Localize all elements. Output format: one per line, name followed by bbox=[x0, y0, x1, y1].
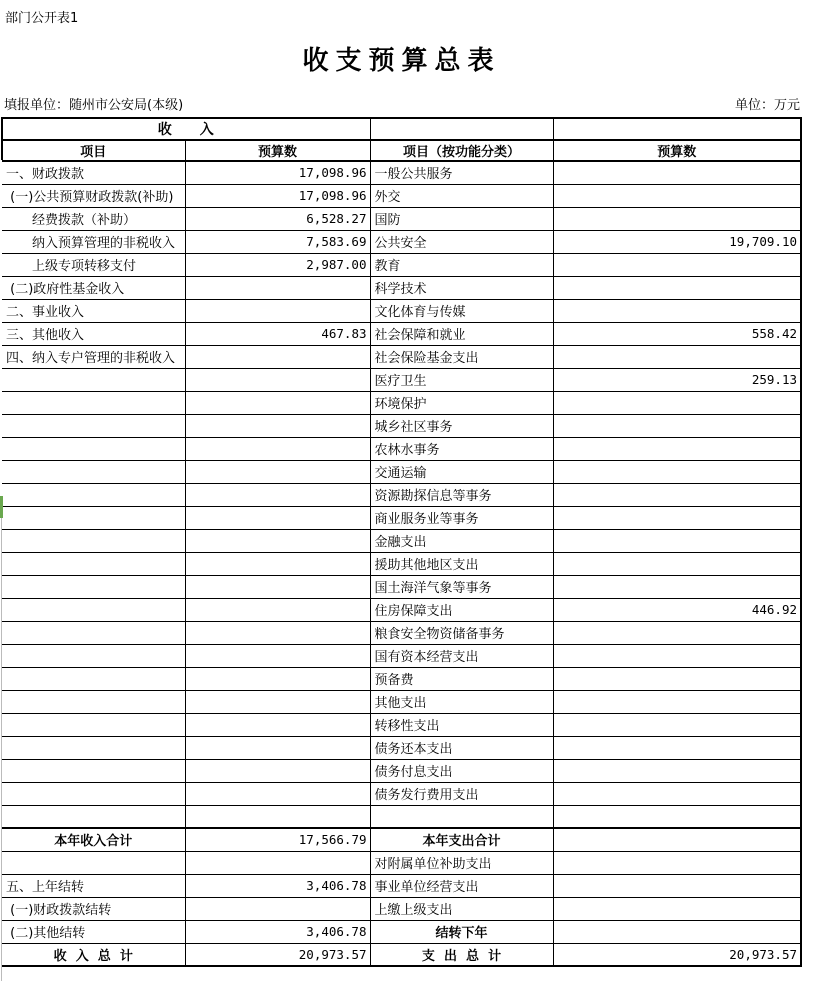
expense-amount-cell[interactable] bbox=[553, 437, 801, 460]
income-amount-cell[interactable]: 17,098.96 bbox=[185, 184, 370, 207]
income-item-cell[interactable] bbox=[2, 736, 185, 759]
page-title: 收支预算总表 bbox=[302, 46, 501, 76]
income-amount-cell[interactable] bbox=[185, 460, 370, 483]
income-amount-cell[interactable]: 20,973.57 bbox=[185, 943, 370, 966]
income-amount-cell[interactable] bbox=[185, 506, 370, 529]
income-amount-cell[interactable] bbox=[185, 805, 370, 828]
table-row bbox=[2, 621, 801, 644]
expense-item-cell[interactable]: 债务还本支出 bbox=[370, 736, 553, 759]
unit-label: 单位：万元 bbox=[734, 98, 800, 113]
table-row bbox=[2, 943, 801, 966]
income-item-cell[interactable]: 四、纳入专户管理的非税收入 bbox=[2, 345, 185, 368]
expense-item-cell[interactable]: 社会保险基金支出 bbox=[370, 345, 553, 368]
income-item-cell[interactable] bbox=[2, 529, 185, 552]
income-amount-cell[interactable] bbox=[185, 897, 370, 920]
expense-item-cell[interactable]: 结转下年 bbox=[370, 920, 553, 943]
table-row bbox=[2, 782, 801, 805]
income-item-cell[interactable]: (一)公共预算财政拨款(补助) bbox=[2, 184, 185, 207]
income-amount-cell[interactable] bbox=[185, 345, 370, 368]
column-header-row bbox=[2, 140, 801, 161]
expense-item-cell[interactable]: 转移性支出 bbox=[370, 713, 553, 736]
income-amount-cell[interactable]: 17,098.96 bbox=[185, 161, 370, 184]
income-amount-cell[interactable] bbox=[185, 368, 370, 391]
table-row bbox=[2, 483, 801, 506]
expense-item-cell[interactable]: 一般公共服务 bbox=[370, 161, 553, 184]
expense-item-cell[interactable]: 外交 bbox=[370, 184, 553, 207]
left-border-segment bbox=[1, 117, 3, 160]
expense-amount-cell[interactable] bbox=[553, 529, 801, 552]
expense-item-cell[interactable]: 金融支出 bbox=[370, 529, 553, 552]
table-row bbox=[2, 368, 801, 391]
income-item-cell[interactable]: 上级专项转移支付 bbox=[2, 253, 185, 276]
expense-item-cell[interactable]: 对附属单位补助支出 bbox=[370, 851, 553, 874]
table-row bbox=[2, 667, 801, 690]
income-amount-cell[interactable] bbox=[185, 851, 370, 874]
income-item-cell[interactable]: 纳入预算管理的非税收入 bbox=[2, 230, 185, 253]
expense-item-cell[interactable]: 国土海洋气象等事务 bbox=[370, 575, 553, 598]
expense-amount-cell[interactable] bbox=[553, 644, 801, 667]
column-header-budget[interactable]: 预算数 bbox=[185, 140, 370, 161]
income-item-cell[interactable] bbox=[2, 368, 185, 391]
income-amount-cell[interactable] bbox=[185, 552, 370, 575]
left-edge-gridline bbox=[1, 518, 2, 981]
expense-item-cell[interactable]: 本年支出合计 bbox=[370, 828, 553, 851]
income-amount-cell[interactable] bbox=[185, 276, 370, 299]
income-item-cell[interactable] bbox=[2, 805, 185, 828]
table-row bbox=[2, 851, 801, 874]
expense-amount-cell[interactable] bbox=[553, 414, 801, 437]
income-amount-cell[interactable]: 6,528.27 bbox=[185, 207, 370, 230]
expense-amount-cell[interactable] bbox=[553, 483, 801, 506]
income-amount-cell[interactable]: 2,987.00 bbox=[185, 253, 370, 276]
expense-item-cell[interactable]: 债务付息支出 bbox=[370, 759, 553, 782]
income-amount-cell[interactable] bbox=[185, 483, 370, 506]
expense-item-cell[interactable]: 农林水事务 bbox=[370, 437, 553, 460]
column-header-budget-expense[interactable]: 预算数 bbox=[553, 140, 801, 161]
expense-item-cell[interactable]: 交通运输 bbox=[370, 460, 553, 483]
income-item-cell[interactable]: (二)其他结转 bbox=[2, 920, 185, 943]
income-item-cell[interactable]: 三、其他收入 bbox=[2, 322, 185, 345]
income-item-cell[interactable] bbox=[2, 782, 185, 805]
expense-item-cell[interactable]: 城乡社区事务 bbox=[370, 414, 553, 437]
expense-item-cell[interactable]: 国防 bbox=[370, 207, 553, 230]
table-row bbox=[2, 184, 801, 207]
sheet-label: 部门公开表1 bbox=[5, 11, 79, 26]
income-item-cell[interactable]: 二、事业收入 bbox=[2, 299, 185, 322]
expense-amount-cell[interactable] bbox=[553, 276, 801, 299]
expense-amount-cell[interactable] bbox=[553, 184, 801, 207]
income-item-cell[interactable]: 本年收入合计 bbox=[2, 828, 185, 851]
budget-table bbox=[2, 117, 802, 967]
income-item-cell[interactable] bbox=[2, 759, 185, 782]
expense-amount-cell[interactable] bbox=[553, 460, 801, 483]
income-amount-cell[interactable]: 3,406.78 bbox=[185, 874, 370, 897]
income-amount-cell[interactable] bbox=[185, 713, 370, 736]
expense-item-cell[interactable]: 社会保障和就业 bbox=[370, 322, 553, 345]
table-row bbox=[2, 345, 801, 368]
income-item-cell[interactable] bbox=[2, 506, 185, 529]
table-row bbox=[2, 874, 801, 897]
expense-amount-cell[interactable] bbox=[553, 207, 801, 230]
expense-item-cell[interactable]: 国有资本经营支出 bbox=[370, 644, 553, 667]
expense-amount-cell[interactable] bbox=[553, 851, 801, 874]
empty-header-cell[interactable] bbox=[370, 118, 553, 140]
income-item-cell[interactable] bbox=[2, 621, 185, 644]
table-row bbox=[2, 575, 801, 598]
column-header-item[interactable]: 项目 bbox=[2, 140, 185, 161]
expense-item-cell[interactable]: 医疗卫生 bbox=[370, 368, 553, 391]
income-item-cell[interactable] bbox=[2, 690, 185, 713]
income-item-cell[interactable]: 五、上年结转 bbox=[2, 874, 185, 897]
income-amount-cell[interactable] bbox=[185, 529, 370, 552]
table-row bbox=[2, 460, 801, 483]
table-row bbox=[2, 713, 801, 736]
expense-item-cell[interactable]: 支 出 总 计 bbox=[370, 943, 553, 966]
expense-item-cell[interactable]: 公共安全 bbox=[370, 230, 553, 253]
expense-amount-cell[interactable] bbox=[553, 782, 801, 805]
table-row bbox=[2, 322, 801, 345]
table-row bbox=[2, 299, 801, 322]
income-amount-cell[interactable] bbox=[185, 644, 370, 667]
income-item-cell[interactable]: 经费拨款（补助） bbox=[2, 207, 185, 230]
income-item-cell[interactable] bbox=[2, 644, 185, 667]
income-item-cell[interactable] bbox=[2, 713, 185, 736]
income-item-cell[interactable] bbox=[2, 414, 185, 437]
expense-item-cell[interactable] bbox=[370, 805, 553, 828]
income-amount-cell[interactable]: 7,583.69 bbox=[185, 230, 370, 253]
income-amount-cell[interactable]: 17,566.79 bbox=[185, 828, 370, 851]
table-row bbox=[2, 598, 801, 621]
expense-amount-cell[interactable] bbox=[553, 161, 801, 184]
expense-amount-cell[interactable]: 259.13 bbox=[553, 368, 801, 391]
expense-amount-cell[interactable] bbox=[553, 713, 801, 736]
expense-item-cell[interactable]: 粮食安全物资储备事务 bbox=[370, 621, 553, 644]
table-row bbox=[2, 207, 801, 230]
income-item-cell[interactable] bbox=[2, 598, 185, 621]
expense-amount-cell[interactable] bbox=[553, 552, 801, 575]
income-amount-cell[interactable]: 3,406.78 bbox=[185, 920, 370, 943]
table-row bbox=[2, 644, 801, 667]
income-section-header-row bbox=[2, 118, 801, 140]
income-amount-cell[interactable] bbox=[185, 598, 370, 621]
table-row bbox=[2, 276, 801, 299]
expense-amount-cell[interactable] bbox=[553, 874, 801, 897]
income-item-cell[interactable] bbox=[2, 391, 185, 414]
income-item-cell[interactable]: 一、财政拨款 bbox=[2, 161, 185, 184]
green-row-marker bbox=[0, 496, 3, 518]
empty-header-cell[interactable] bbox=[553, 118, 801, 140]
table-row bbox=[2, 828, 801, 851]
expense-amount-cell[interactable]: 446.92 bbox=[553, 598, 801, 621]
table-row bbox=[2, 391, 801, 414]
income-amount-cell[interactable] bbox=[185, 667, 370, 690]
column-header-item-functional[interactable]: 项目（按功能分类） bbox=[370, 140, 553, 161]
meta-row bbox=[4, 94, 800, 113]
budget-table-body bbox=[2, 161, 801, 966]
table-row bbox=[2, 414, 801, 437]
reporting-unit-label: 填报单位：随州市公安局(本级) bbox=[4, 98, 184, 113]
expense-amount-cell[interactable]: 19,709.10 bbox=[553, 230, 801, 253]
table-row bbox=[2, 230, 801, 253]
expense-amount-cell[interactable]: 20,973.57 bbox=[553, 943, 801, 966]
expense-amount-cell[interactable] bbox=[553, 345, 801, 368]
expense-item-cell[interactable]: 科学技术 bbox=[370, 276, 553, 299]
expense-amount-cell[interactable] bbox=[553, 299, 801, 322]
table-row bbox=[2, 552, 801, 575]
table-row bbox=[2, 529, 801, 552]
income-amount-cell[interactable] bbox=[185, 690, 370, 713]
income-item-cell[interactable] bbox=[2, 460, 185, 483]
table-row bbox=[2, 253, 801, 276]
income-item-cell[interactable]: 收 入 总 计 bbox=[2, 943, 185, 966]
table-row bbox=[2, 805, 801, 828]
income-item-cell[interactable] bbox=[2, 575, 185, 598]
expense-amount-cell[interactable] bbox=[553, 391, 801, 414]
expense-item-cell[interactable]: 其他支出 bbox=[370, 690, 553, 713]
expense-amount-cell[interactable] bbox=[553, 920, 801, 943]
table-row bbox=[2, 690, 801, 713]
expense-item-cell[interactable]: 商业服务业等事务 bbox=[370, 506, 553, 529]
expense-item-cell[interactable]: 债务发行费用支出 bbox=[370, 782, 553, 805]
table-row bbox=[2, 736, 801, 759]
income-amount-cell[interactable] bbox=[185, 437, 370, 460]
expense-item-cell[interactable]: 环境保护 bbox=[370, 391, 553, 414]
income-amount-cell[interactable] bbox=[185, 759, 370, 782]
income-item-cell[interactable]: (一)财政拨款结转 bbox=[2, 897, 185, 920]
income-amount-cell[interactable] bbox=[185, 299, 370, 322]
expense-amount-cell[interactable] bbox=[553, 621, 801, 644]
table-row bbox=[2, 437, 801, 460]
income-amount-cell[interactable] bbox=[185, 736, 370, 759]
income-item-cell[interactable] bbox=[2, 851, 185, 874]
expense-item-cell[interactable]: 上缴上级支出 bbox=[370, 897, 553, 920]
expense-amount-cell[interactable] bbox=[553, 736, 801, 759]
expense-item-cell[interactable]: 住房保障支出 bbox=[370, 598, 553, 621]
income-item-cell[interactable] bbox=[2, 667, 185, 690]
expense-amount-cell[interactable] bbox=[553, 897, 801, 920]
income-amount-cell[interactable] bbox=[185, 391, 370, 414]
income-amount-cell[interactable] bbox=[185, 621, 370, 644]
income-amount-cell[interactable]: 467.83 bbox=[185, 322, 370, 345]
income-amount-cell[interactable] bbox=[185, 575, 370, 598]
income-item-cell[interactable] bbox=[2, 552, 185, 575]
income-section-header-cell[interactable]: 收 入 bbox=[2, 118, 370, 140]
table-row bbox=[2, 506, 801, 529]
expense-amount-cell[interactable]: 558.42 bbox=[553, 322, 801, 345]
expense-amount-cell[interactable] bbox=[553, 759, 801, 782]
expense-amount-cell[interactable] bbox=[553, 253, 801, 276]
expense-item-cell[interactable]: 文化体育与传媒 bbox=[370, 299, 553, 322]
expense-amount-cell[interactable] bbox=[553, 828, 801, 851]
table-row bbox=[2, 759, 801, 782]
expense-amount-cell[interactable] bbox=[553, 805, 801, 828]
income-item-cell[interactable]: (二)政府性基金收入 bbox=[2, 276, 185, 299]
income-item-cell[interactable] bbox=[2, 483, 185, 506]
expense-amount-cell[interactable] bbox=[553, 690, 801, 713]
expense-item-cell[interactable]: 教育 bbox=[370, 253, 553, 276]
expense-item-cell[interactable]: 资源勘探信息等事务 bbox=[370, 483, 553, 506]
expense-item-cell[interactable]: 预备费 bbox=[370, 667, 553, 690]
table-row bbox=[2, 897, 801, 920]
table-row bbox=[2, 920, 801, 943]
income-amount-cell[interactable] bbox=[185, 782, 370, 805]
expense-amount-cell[interactable] bbox=[553, 575, 801, 598]
income-item-cell[interactable] bbox=[2, 437, 185, 460]
expense-item-cell[interactable]: 事业单位经营支出 bbox=[370, 874, 553, 897]
table-row bbox=[2, 161, 801, 184]
expense-amount-cell[interactable] bbox=[553, 506, 801, 529]
income-amount-cell[interactable] bbox=[185, 414, 370, 437]
expense-item-cell[interactable]: 援助其他地区支出 bbox=[370, 552, 553, 575]
expense-amount-cell[interactable] bbox=[553, 667, 801, 690]
